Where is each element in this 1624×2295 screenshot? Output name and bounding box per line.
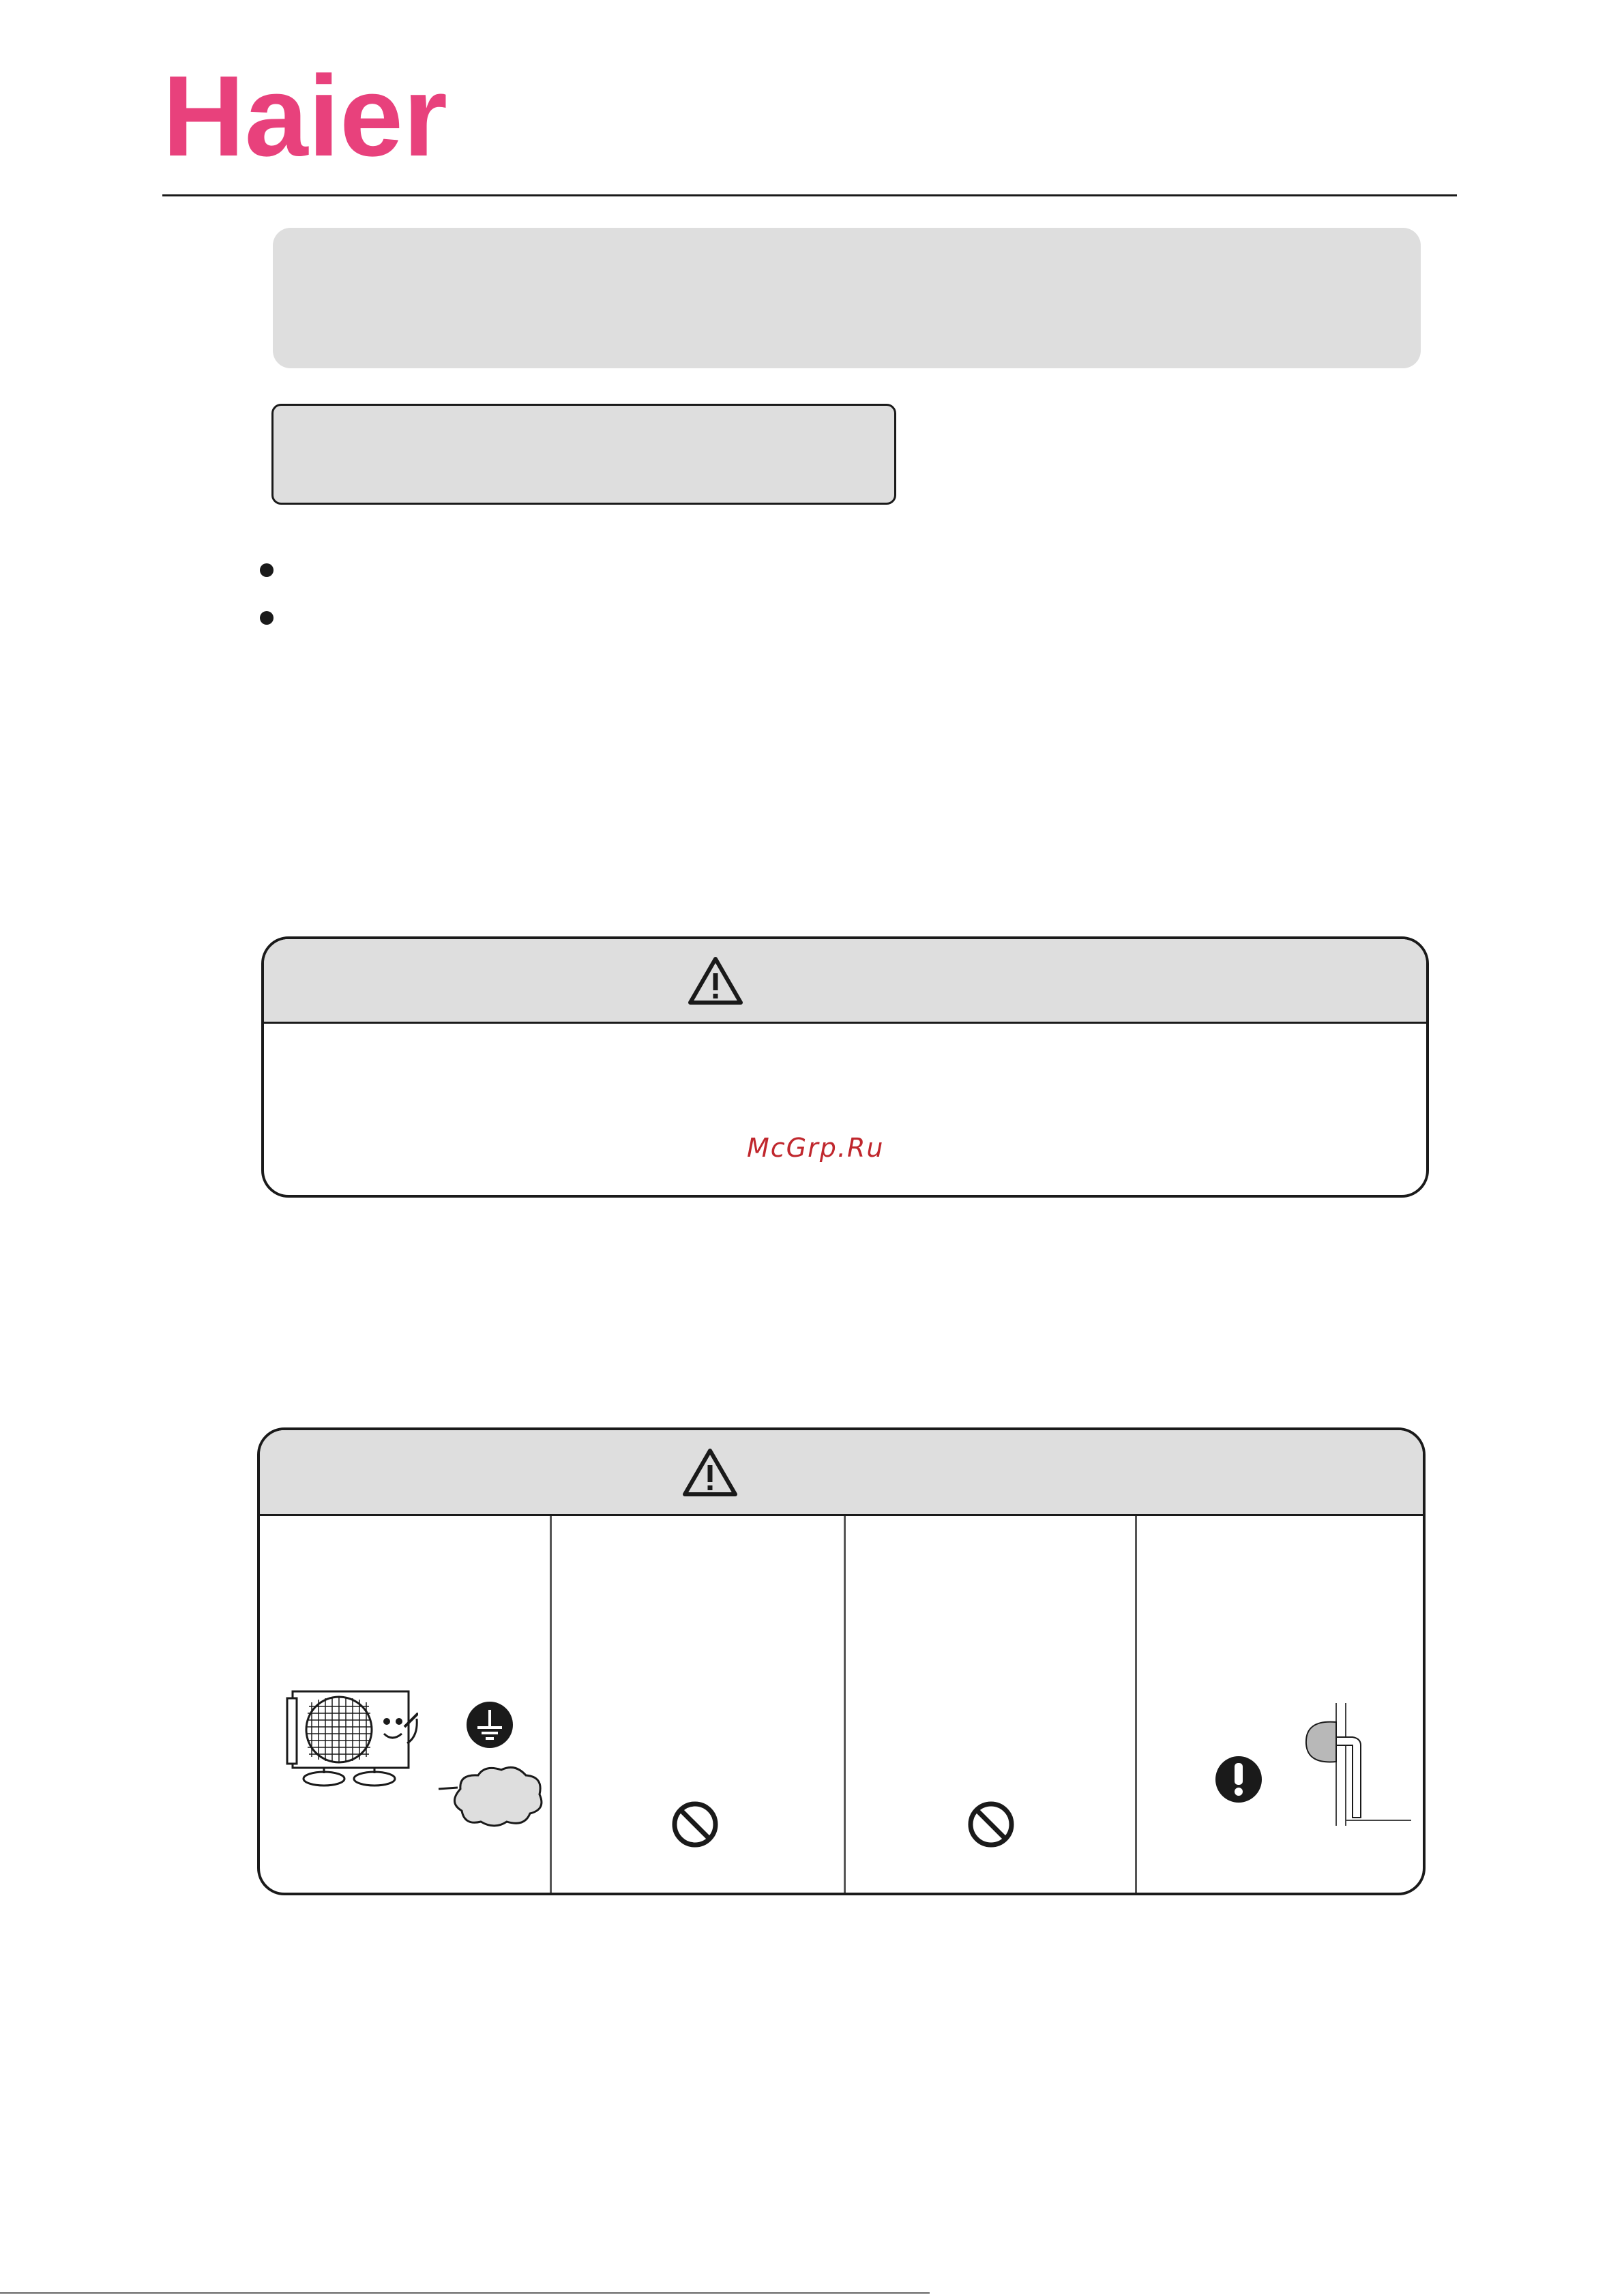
warning-triangle-icon [681, 1447, 739, 1498]
section-title-banner [273, 228, 1421, 368]
warning-triangle-icon [687, 956, 744, 1006]
subsection-title-banner [271, 404, 896, 505]
header-rule [162, 194, 1457, 196]
caution-box [257, 1427, 1426, 1895]
outdoor-unit-grounding-illustration [284, 1686, 418, 1802]
footer-rule [0, 2292, 930, 2294]
mandatory-exclamation-icon [1214, 1755, 1263, 1804]
prohibition-icon [670, 1800, 720, 1849]
watermark-text: McGrp.Ru [747, 1133, 885, 1163]
column-divider [1135, 1516, 1137, 1895]
column-divider [844, 1516, 846, 1895]
caution-box-header [260, 1430, 1423, 1516]
wall-pipe-illustration [1295, 1703, 1411, 1839]
warning-box-header [264, 939, 1426, 1024]
bullet-point [260, 563, 274, 577]
bullet-point [260, 611, 274, 625]
prohibition-icon [966, 1800, 1016, 1849]
cloud-bubble-icon [430, 1762, 546, 1830]
brand-logo [162, 65, 449, 168]
svg-text:Haier: Haier [162, 65, 447, 168]
column-divider [550, 1516, 552, 1895]
ground-symbol-icon [465, 1700, 514, 1749]
